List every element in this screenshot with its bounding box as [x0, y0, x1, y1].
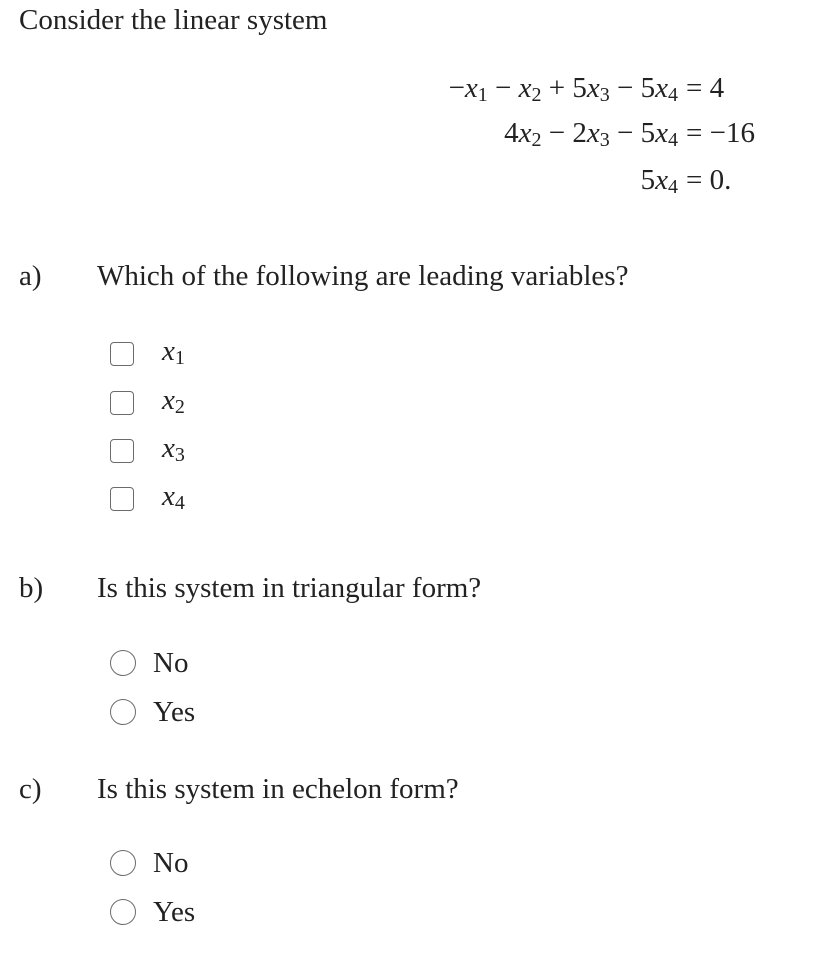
option-x3-label: $x_3$ [162, 431, 185, 466]
part-c-option-yes[interactable] [110, 894, 195, 930]
option-x4-label: $x_4$ [162, 479, 185, 514]
part-c-radio-yes[interactable] [110, 899, 136, 925]
equation-3 [380, 162, 800, 202]
equation-1-lhs: $-x_1 - x_2 + 5x_3 - 5x_4$ [448, 72, 678, 106]
option-x2-label: $x_2$ [162, 383, 185, 418]
option-x2[interactable] [110, 385, 185, 421]
equation-3-lhs: $5x_4$ [640, 164, 678, 198]
part-b-option-yes-label: Yes [153, 696, 196, 728]
equation-2-lhs: $4x_2 - 2x_3 - 5x_4$ [504, 117, 678, 151]
part-b-radio-yes[interactable] [110, 699, 136, 725]
checkbox-x1[interactable] [110, 342, 134, 366]
checkbox-x4[interactable] [110, 487, 134, 511]
part-b-option-no-label: No [153, 647, 189, 679]
option-x1-label: $x_1$ [162, 334, 185, 369]
part-c-letter: c) [19, 773, 42, 805]
equation-1 [380, 70, 800, 110]
part-b-letter: b) [19, 572, 44, 604]
equation-2-rhs: = −16 [686, 117, 755, 149]
equation-1-rhs: = 4 [686, 72, 725, 104]
checkbox-x2[interactable] [110, 391, 134, 415]
intro-text: Consider the linear system [19, 4, 328, 36]
equation-2 [380, 115, 800, 155]
part-c-option-yes-label: Yes [153, 896, 196, 928]
part-b-option-no[interactable] [110, 645, 188, 681]
option-x4[interactable] [110, 481, 185, 517]
part-b-option-yes[interactable] [110, 694, 195, 730]
checkbox-x3[interactable] [110, 439, 134, 463]
part-c-option-no[interactable] [110, 845, 188, 881]
part-c-radio-no[interactable] [110, 850, 136, 876]
option-x3[interactable] [110, 433, 185, 469]
part-b-question: Is this system in triangular form? [97, 572, 482, 604]
part-b-radio-no[interactable] [110, 650, 136, 676]
equation-3-rhs: = 0. [686, 164, 732, 196]
part-a-letter: a) [19, 260, 42, 292]
part-c-question: Is this system in echelon form? [97, 773, 459, 805]
part-a-question: Which of the following are leading variables? [97, 260, 629, 292]
part-c-option-no-label: No [153, 847, 189, 879]
option-x1[interactable] [110, 336, 185, 372]
